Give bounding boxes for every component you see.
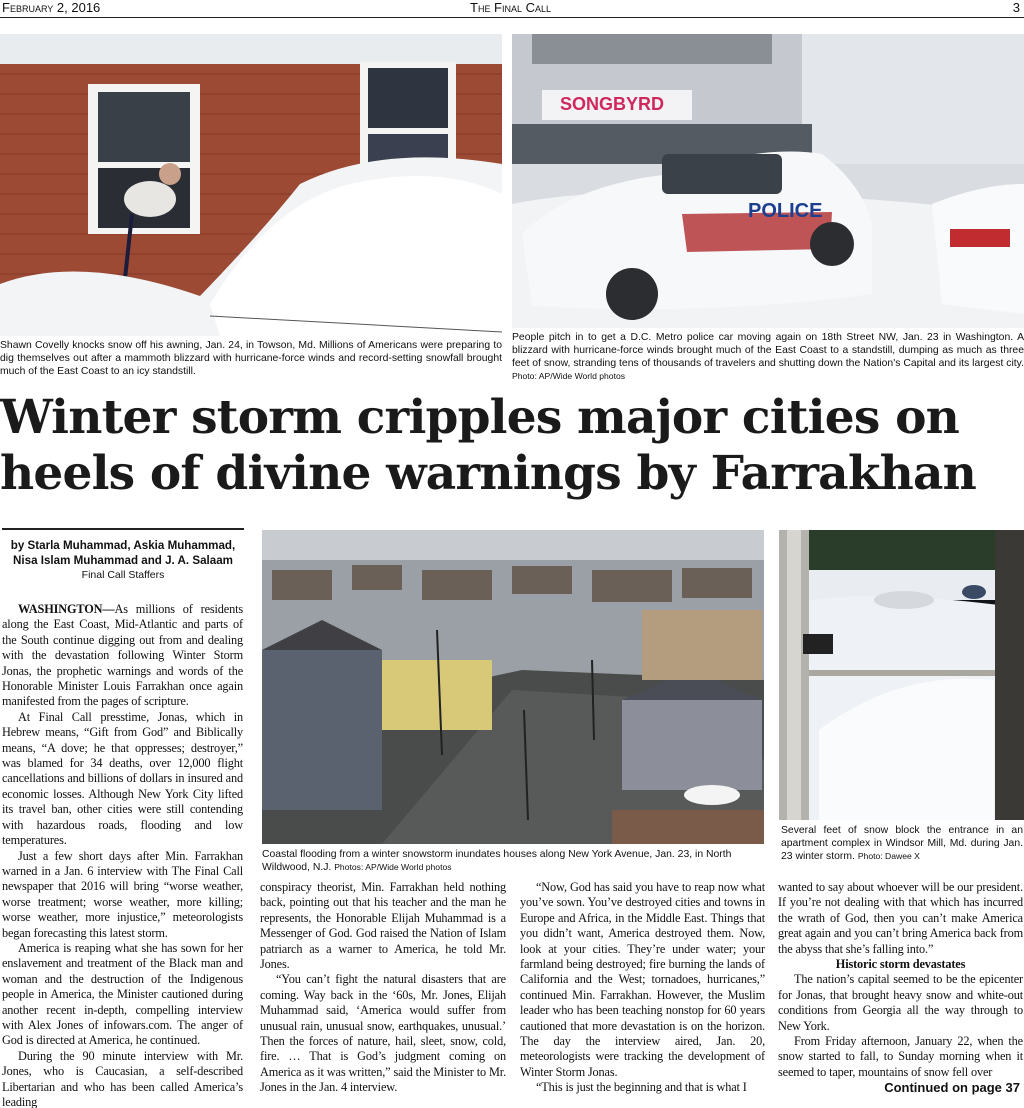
article-paragraph: During the 90 minute interview with Mr. Jones, who is Caucasian, a self-described Libertarian and who has been called America’s leading <box>2 1048 243 1108</box>
photo-credit: Photo: AP/Wide World photos <box>512 371 626 381</box>
article-column-1 <box>2 602 243 1108</box>
article-paragraph: WASHINGTON—As millions of residents along the East Coast, Mid-Atlantic and parts of the South continue digging out from and dealing with the devastation following Winter Storm Jonas, the prophetic warnings and words of the Honorable Minister Louis Farrakhan once again manifested from the pages of scripture. <box>2 602 243 709</box>
snow-doorway-photo <box>779 530 1024 820</box>
author-names: Nisa Islam Muhammad and J. A. Salaam <box>13 554 233 567</box>
continued-jump-link[interactable]: Continued on page 37 <box>884 1080 1020 1095</box>
running-header <box>0 0 1024 18</box>
article-paragraph: From Friday afternoon, January 22, when the snow started to fall, to Sunday morning when it seemed to taper, mountains of snow fell over <box>778 1034 1023 1079</box>
headline-line: Winter storm cripples major cities on <box>0 390 959 445</box>
article-paragraph: “You can’t fight the natural disasters that are coming. Way back in the ‘60s, Mr. Jones, Elijah Muhammad said, ‘America would suffer from unusual rain, unusual snow, earthquakes, unusual.’ Then the forces of nature, hail, sleet, snow, cold, fire. … That is God’s judgment coming on America as it was written,” said the Minister to Mr. Jones in the Jan. 4 interview. <box>260 972 506 1095</box>
article-paragraph: The nation’s capital seemed to be the epicenter for Jonas, that brought heavy snow and white-out conditions from Georgia all the way through to New York. <box>778 972 1023 1033</box>
article-column-4 <box>778 880 1023 1080</box>
issue-date: February 2, 2016 <box>2 0 101 15</box>
photo-caption: Coastal flooding from a winter snowstorm inundates houses along New York Avenue, Jan. 23, in North Wildwood, N.J. Photos: AP/Wide World photos <box>262 849 732 873</box>
article-paragraph: Just a few short days after Min. Farrakhan warned in a Jan. 6 interview with The Final Call newspaper that 2016 will bring “worse weather, worse treatment; worse weather, more killing; worse weather, more injustice,” meteorologists began forecasting this latest storm. <box>2 848 243 940</box>
article-paragraph: “This is just the beginning and that is what I <box>536 1080 747 1095</box>
article-column-2 <box>260 880 506 1096</box>
byline <box>0 538 246 582</box>
article-paragraph: At Final Call presstime, Jonas, which in Hebrew means, “Gift from God” and Biblically means, “A dove; he that oppresses; destroyer,” was blamed for 34 deaths, over 12,000 flight cancellations and billions of dollars in insured and economic losses. Although New York City lifted its travel ban, other cities were still contending with hazardous roads, flooding and low temperatures. <box>2 709 243 848</box>
police-lettering: POLICE <box>748 200 823 222</box>
headline <box>0 390 1024 502</box>
byline-rule <box>2 528 244 530</box>
author-names: by Starla Muhammad, Askia Muhammad, <box>10 539 236 552</box>
article-paragraph: “Now, God has said you have to reap now what you’ve sown. You’ve destroyed cities and towns in Europe and Africa, in the Middle East. Things that you didn’t want, America destroyed them. Now, look at your cities. They’re under water; your farmland being destroyed; fire burning the lands of California and the West; tornadoes, hurricanes,” continued Min. Farrakhan. However, the Muslim leader who has been teaching nonstop for 60 years cautioned that more devastation is on the horizon. The day the interview aired, Jan. 20, meteorologists were tracking the development of Winter Storm Jonas. <box>520 880 765 1079</box>
staff-label: Final Call Staffers <box>81 569 165 581</box>
photo-credit: Photo: Dawee X <box>857 851 920 861</box>
photo-credit: Photos: AP/Wide World photos <box>334 862 452 872</box>
photo-caption: Several feet of snow block the entrance in an apartment complex in Windsor Mill, Md. during Jan. 23 winter storm. Photo: Dawee X <box>781 825 1023 862</box>
article-column-3 <box>520 880 765 1096</box>
dateline: WASHINGTON— <box>18 602 115 616</box>
subheading: Historic storm devastates <box>835 957 966 972</box>
photo-caption: People pitch in to get a D.C. Metro police car moving again on 18th Street NW, Jan. 23 in Washington. A blizzard with hurricane-force winds brought much of the East Coast to a standstill, dumping as much as three feet of snow, stranding tens of thousands of travelers and shutting down the Nation's Capital and its largest city. Photo: AP/Wide World photos <box>512 332 1024 381</box>
page-number: 3 <box>1012 0 1020 15</box>
photo-caption: Shawn Covelly knocks snow off his awning, Jan. 24, in Towson, Md. Millions of Americans were preparing to dig themselves out after a mammoth blizzard with hurricane-force winds and record-setting snowfall brought much of the East Coast to an icy standstill. <box>0 340 502 377</box>
article-paragraph: America is reaping what she has sown for her enslavement and treatment of the Black man and woman and the destruction of the Indigenous people in America, the Minister cautioned during another recent in-depth, compelling interview with Alex Jones of infowars.com. The anger of God is directed at America, he continued. <box>2 940 243 1048</box>
publication-name: The Final Call <box>470 0 552 15</box>
house-snow-photo <box>0 34 502 336</box>
police-car-photo <box>512 34 1024 328</box>
article-paragraph: conspiracy theorist, Min. Farrakhan held nothing back, pointing out that his teacher and the man he represents, the Honorable Elijah Muhammad is a Messenger of God. God raised the Nation of Islam patriarch as a warner to America, he told Mr. Jones. <box>260 880 506 972</box>
headline-line: heels of divine warnings by Farrakhan <box>0 446 976 501</box>
songbyrd-sign: SONGBYRD <box>560 94 665 114</box>
article-paragraph: wanted to say about whoever will be our president. If you’re not dealing with that which has incurred the wrath of God, then you can’t make America great again and you can’t bring America back from the abyss that she’s falling into.” <box>778 880 1023 956</box>
coastal-flooding-photo <box>262 530 764 844</box>
